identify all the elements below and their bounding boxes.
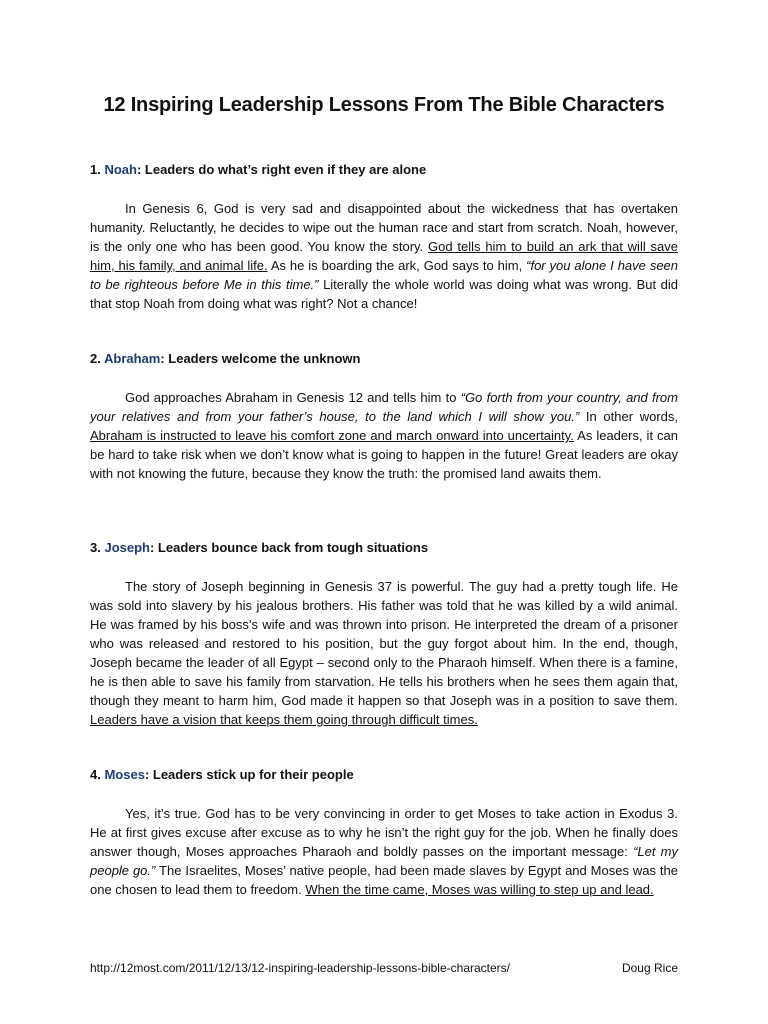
paragraph-text: Literally the whole world was doing what was wrong. But did that stop Noah from doing what was right? Not a chance!: [90, 277, 678, 311]
section-number: 4.: [90, 767, 101, 782]
character-name: Abraham: [103, 351, 161, 366]
character-name: Noah: [104, 162, 137, 177]
lesson-title: : Leaders welcome the unknown: [160, 351, 361, 366]
paragraph-text: As leaders, it can be hard to take risk when we don’t know what is going to happen in the future! Great leaders are okay with not knowing the future, because they know the truth: the promised land awaits them.: [90, 428, 678, 481]
section-heading: [90, 538, 678, 557]
paragraph-text: Yes, it’s true. God has to be very convincing in order to get Moses to take action in Exodus 3. He at first gives excuse after excuse as to why he isn’t the right guy for the job. When he finally does answer though, Moses approaches Pharaoh and boldly passes on the important message:: [90, 806, 678, 859]
character-name: Joseph: [104, 540, 150, 555]
paragraph-text: God approaches Abraham in Genesis 12 and tells him to: [125, 390, 461, 405]
section-heading: [90, 160, 678, 179]
underlined-text: Leaders have a vision that keeps them going through difficult times.: [90, 712, 478, 727]
section-noah: [90, 160, 678, 313]
paragraph-text: The Israelites, Moses’ native people, had been made slaves by Egypt and Moses was the one chosen to lead them to freedom.: [90, 863, 678, 897]
paragraph-text: In other words,: [579, 409, 678, 424]
section-moses: [90, 765, 678, 899]
underlined-text: Abraham is instructed to leave his comfort zone and march onward into uncertainty.: [90, 428, 574, 443]
quote-text: “Let my people go.”: [90, 844, 678, 878]
paragraph-text: In Genesis 6, God is very sad and disappointed about the wickedness that has overtaken humanity. Reluctantly, he decides to wipe out the human race and start from scratch. Noah, however, is the only one who has been good. You know the story.: [90, 201, 678, 254]
section-paragraph: [90, 199, 678, 313]
underlined-text: God tells him to build an ark that will save him, his family, and animal life.: [90, 239, 679, 273]
lesson-title: : Leaders do what’s right even if they are alone: [136, 162, 427, 177]
character-name: Moses: [104, 767, 145, 782]
section-heading: [90, 765, 678, 784]
section-paragraph: [90, 388, 678, 483]
section-paragraph: [90, 804, 678, 899]
page-footer: [90, 961, 678, 975]
lesson-title: : Leaders bounce back from tough situations: [149, 540, 429, 555]
section-abraham: [90, 349, 678, 483]
footer-url: http://12most.com/2011/12/13/12-inspiring-leadership-lessons-bible-characters/: [90, 961, 510, 975]
quote-text: “for you alone I have seen to be righteous before Me in this time.”: [90, 258, 679, 292]
section-number: 2.: [90, 351, 101, 366]
footer-author: Doug Rice: [621, 961, 678, 975]
section-heading: [90, 349, 678, 368]
section-number: 1.: [90, 162, 101, 177]
underlined-text: When the time came, Moses was willing to step up and lead.: [305, 882, 654, 897]
section-joseph: [90, 538, 678, 729]
lesson-title: : Leaders stick up for their people: [144, 767, 354, 782]
quote-text: “Go forth from your country, and from your relatives and from your father’s house, to the land which I will show you.”: [90, 390, 678, 424]
paragraph-text: As he is boarding the ark, God says to him,: [267, 258, 527, 273]
paragraph-text: The story of Joseph beginning in Genesis 37 is powerful. The guy had a pretty tough life. He was sold into slavery by his jealous brothers. His father was told that he was killed by a wild animal. He was framed by his boss’s wife and was thrown into prison. He interpreted the dream of a prisoner who was released and restored to his position, but the guy forgot about him. In the end, though, Joseph became the leader of all Egypt – second only to the Pharaoh himself. When there is a famine, he is then able to save his family from starvation. He tells his brothers when he sees them again that, though they meant to harm him, God made it happen so that Joseph was in a position to save them.: [90, 579, 678, 708]
section-number: 3.: [90, 540, 101, 555]
section-paragraph: [90, 577, 678, 729]
page-title: 12 Inspiring Leadership Lessons From The Bible Characters: [103, 94, 665, 116]
